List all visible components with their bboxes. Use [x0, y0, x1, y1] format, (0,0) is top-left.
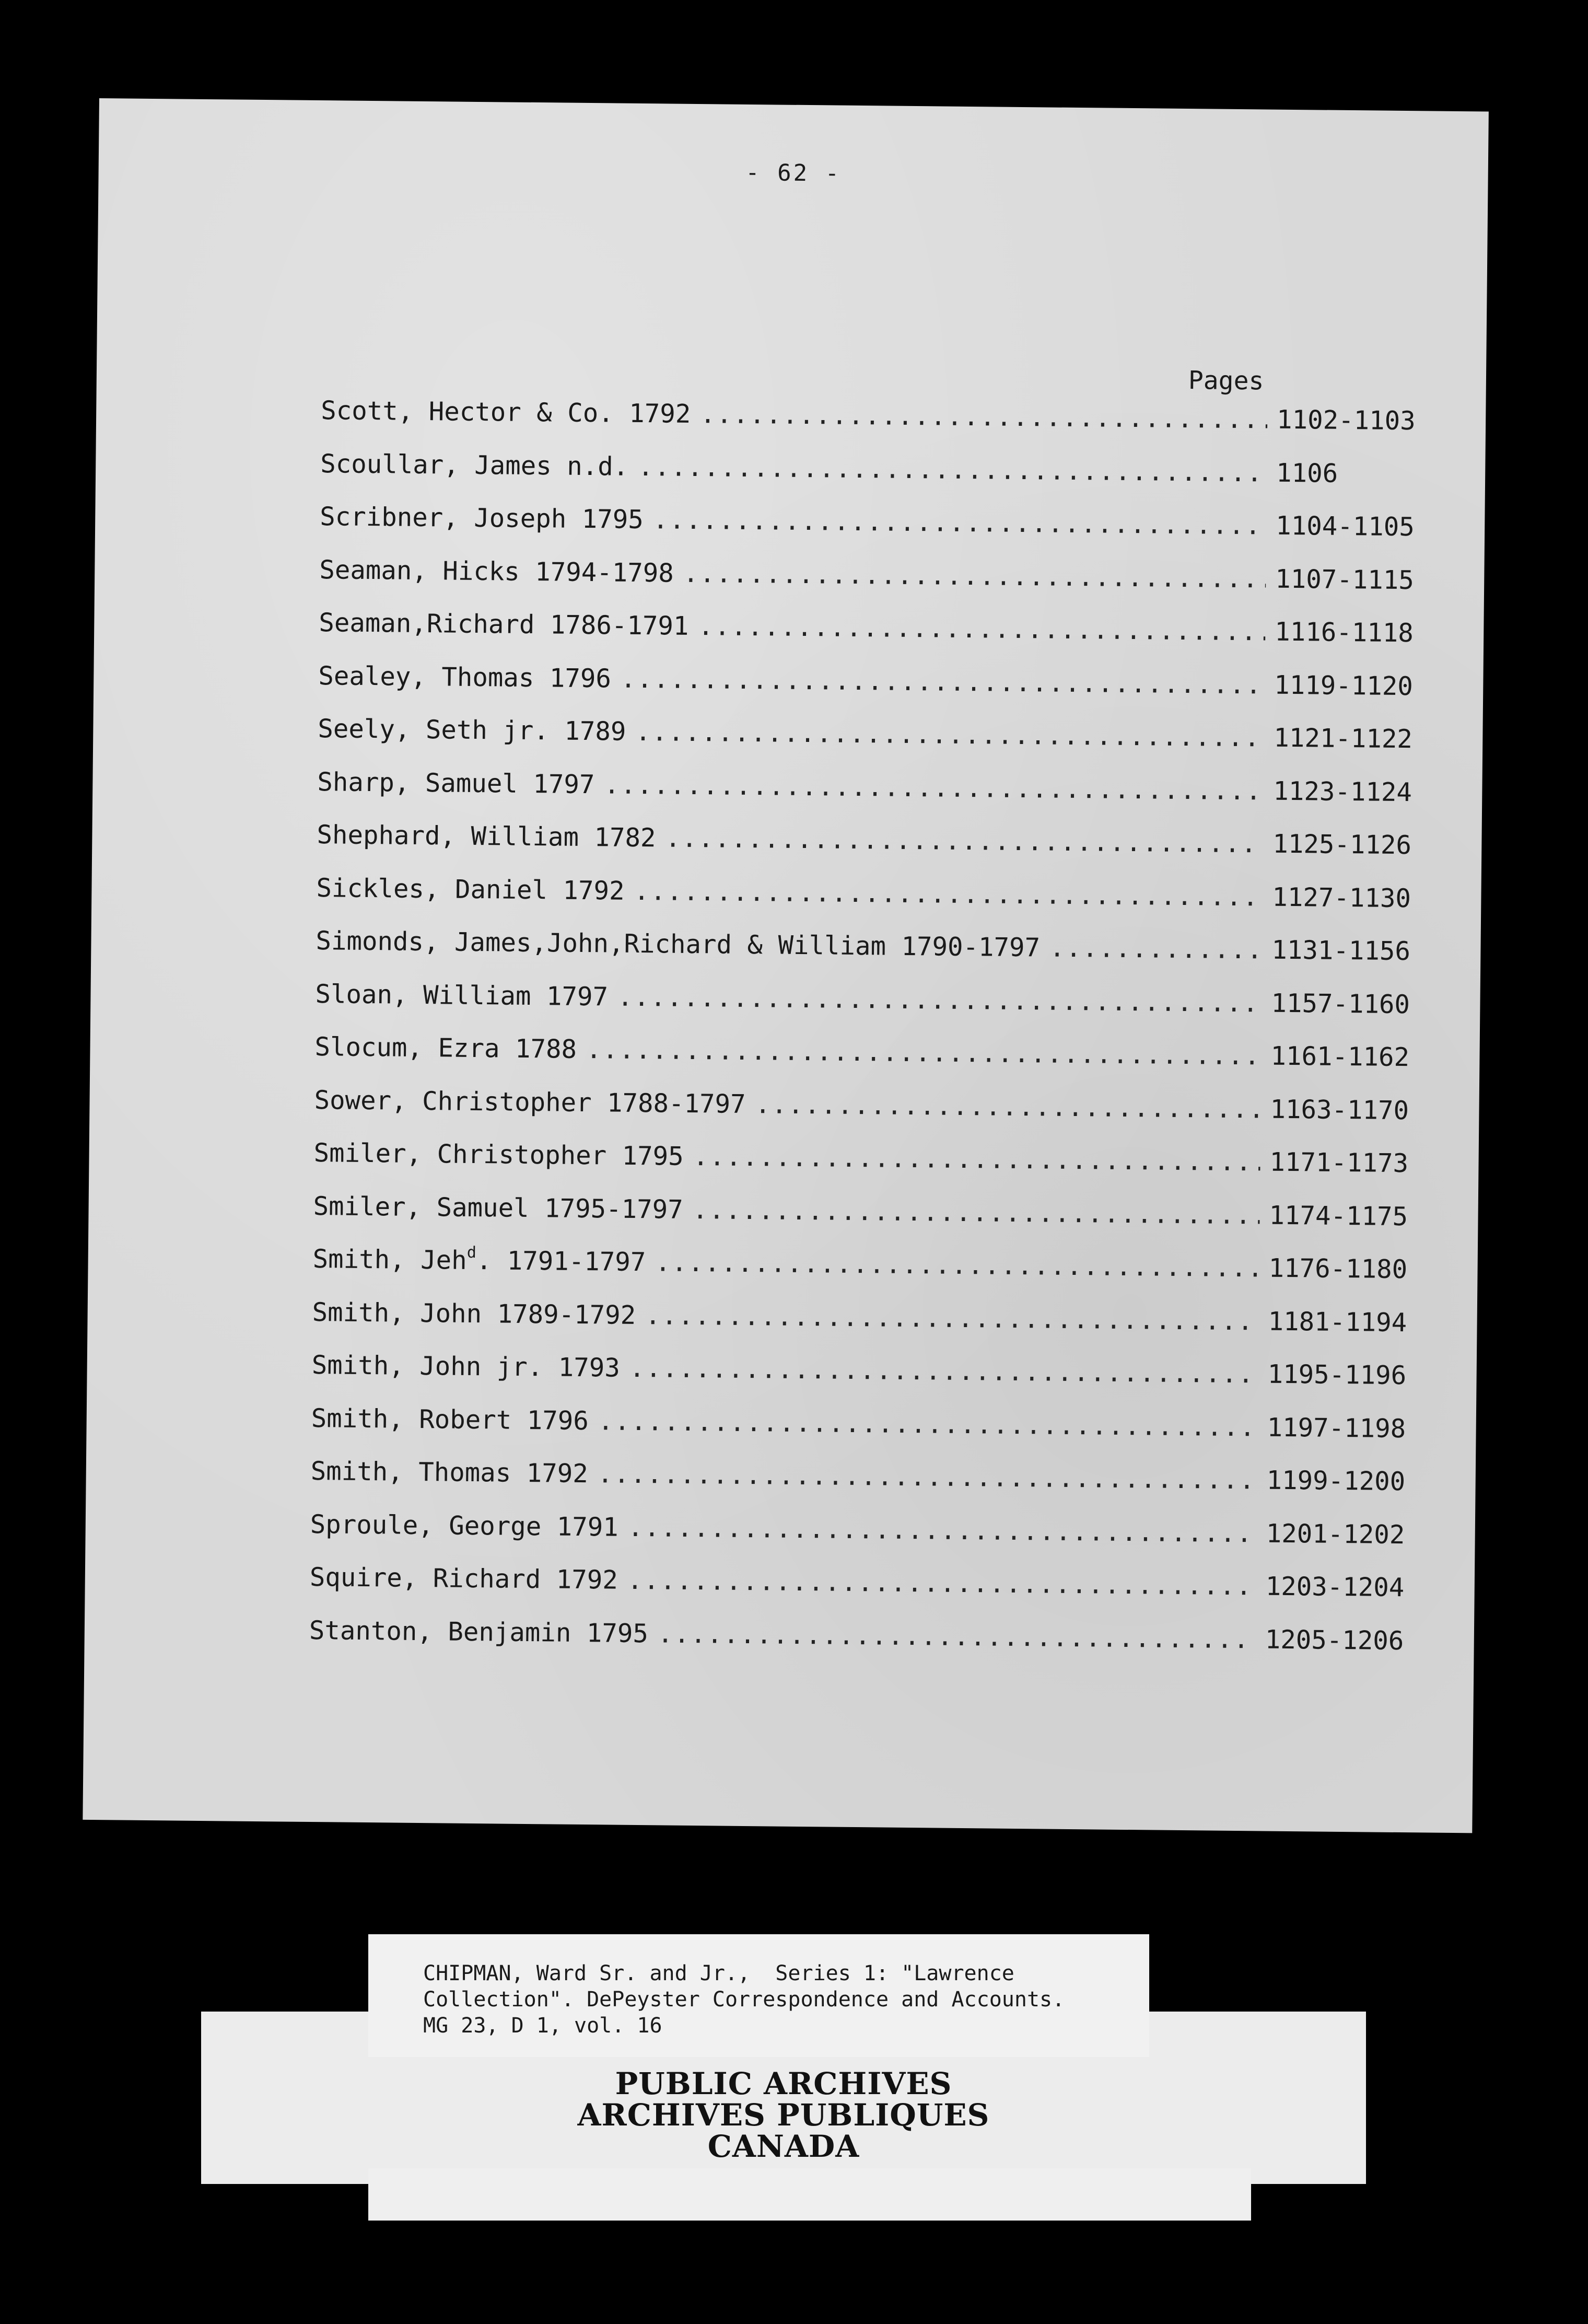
- entry-pages: 1131-1156: [1271, 935, 1411, 967]
- entry-name-superscript: d: [466, 1243, 477, 1262]
- typed-index-page: [83, 98, 1489, 1833]
- entry-pages: 1121-1122: [1274, 723, 1413, 754]
- entry-name: Sproule, George 1791: [310, 1509, 619, 1542]
- entry-pages: 1119-1120: [1274, 670, 1414, 701]
- entry-name: [312, 1244, 646, 1277]
- entry-pages: 1107-1115: [1275, 564, 1415, 595]
- entry-pages: 1163-1170: [1270, 1094, 1409, 1125]
- entry-pages: 1127-1130: [1272, 882, 1411, 913]
- entry-name-suffix: . 1791-1797: [476, 1246, 646, 1277]
- dot-leader: [665, 823, 1263, 858]
- entry-pages: 1176-1180: [1268, 1253, 1408, 1285]
- entry-name: Shephard, William 1782: [317, 820, 656, 853]
- dot-leader: [698, 611, 1265, 646]
- entry-name: Smiler, Samuel 1795-1797: [313, 1191, 683, 1225]
- entry-name: Seely, Seth jr. 1789: [318, 714, 626, 747]
- entry-pages: 1157-1160: [1271, 988, 1410, 1019]
- entry-pages: 1161-1162: [1270, 1041, 1410, 1073]
- entry-pages: 1174-1175: [1269, 1200, 1408, 1231]
- dot-leader: [586, 1035, 1262, 1071]
- entry-name: Scoullar, James n.d.: [320, 448, 629, 482]
- entry-name: Smith, Thomas 1792: [310, 1456, 589, 1489]
- pages-column-header: Pages: [1188, 366, 1264, 396]
- entry-pages: 1203-1204: [1265, 1571, 1405, 1603]
- entry-name: Simonds, James,John,Richard & William 1790-1797: [316, 926, 1041, 963]
- archive-name: [201, 2068, 1366, 2162]
- dot-leader: [693, 1142, 1260, 1177]
- entry-pages: 1106: [1276, 458, 1338, 489]
- archive-label-footer-strip: [368, 2168, 1251, 2221]
- entry-pages: 1199-1200: [1266, 1465, 1406, 1497]
- dot-leader: [598, 1459, 1257, 1495]
- archive-name-english: PUBLIC ARCHIVES: [615, 2066, 952, 2101]
- entry-name: Sealey, Thomas 1796: [318, 660, 612, 693]
- entry-name: Sloan, William 1797: [315, 979, 609, 1012]
- entry-name: Sower, Christopher 1788-1797: [314, 1085, 746, 1119]
- entry-name: Stanton, Benjamin 1795: [309, 1615, 649, 1648]
- entry-pages: 1102-1103: [1276, 404, 1416, 436]
- dot-leader: [635, 717, 1264, 753]
- entry-name: Squire, Richard 1792: [309, 1562, 618, 1595]
- dot-leader: [627, 1565, 1256, 1601]
- index-entry: [309, 1615, 1422, 1679]
- entry-pages: 1201-1202: [1266, 1518, 1405, 1550]
- index-entry-list: [309, 396, 1433, 1679]
- entry-pages: 1116-1118: [1275, 617, 1414, 648]
- archive-name-french: ARCHIVES PUBLIQUES: [577, 2097, 990, 2133]
- entry-name: Smith, John 1789-1792: [312, 1297, 636, 1330]
- dot-leader: [638, 451, 1267, 487]
- entry-pages: 1197-1198: [1267, 1412, 1406, 1444]
- collection-note-line: MG 23, D 1, vol. 16: [423, 2014, 662, 2038]
- entry-name-prefix: Smith, Jeh: [312, 1244, 467, 1275]
- archive-name-country: CANADA: [707, 2129, 860, 2164]
- dot-leader: [629, 1353, 1258, 1389]
- entry-name: Scott, Hector & Co. 1792: [321, 396, 691, 429]
- dot-leader: [634, 876, 1263, 912]
- entry-name: Smiler, Christopher 1795: [313, 1138, 684, 1171]
- dot-leader: [604, 770, 1264, 806]
- collection-note: [423, 1960, 1065, 2039]
- dot-leader: [621, 664, 1265, 700]
- dot-leader: [658, 1619, 1256, 1654]
- entry-name: Sharp, Samuel 1797: [317, 766, 595, 799]
- dot-leader: [655, 1247, 1259, 1283]
- dot-leader: [1049, 933, 1263, 965]
- entry-pages: 1181-1194: [1268, 1306, 1407, 1338]
- dot-leader: [755, 1089, 1260, 1124]
- dot-leader: [653, 505, 1267, 540]
- dot-leader: [683, 558, 1266, 594]
- entry-name: Scribner, Joseph 1795: [320, 502, 644, 535]
- entry-pages: 1171-1173: [1269, 1147, 1409, 1179]
- collection-note-line: CHIPMAN, Ward Sr. and Jr., Series 1: "Lawrence: [423, 1961, 1014, 1985]
- entry-pages: 1123-1124: [1273, 776, 1412, 807]
- dot-leader: [692, 1195, 1259, 1230]
- entry-pages: 1195-1196: [1267, 1359, 1407, 1391]
- entry-pages: 1104-1105: [1275, 510, 1415, 542]
- entry-pages: 1205-1206: [1265, 1624, 1404, 1656]
- dot-leader: [645, 1300, 1259, 1336]
- entry-name: Sickles, Daniel 1792: [316, 873, 625, 906]
- dot-leader: [628, 1512, 1257, 1548]
- entry-name: Smith, Robert 1796: [311, 1403, 589, 1436]
- entry-name: Smith, John jr. 1793: [311, 1350, 621, 1383]
- dot-leader: [598, 1406, 1257, 1442]
- dot-leader: [617, 982, 1262, 1018]
- collection-note-line: Collection". DePeyster Correspondence and Accounts.: [423, 1988, 1065, 2012]
- entry-name: Seaman,Richard 1786-1791: [319, 608, 689, 641]
- dot-leader: [700, 399, 1267, 434]
- entry-name: Seaman, Hicks 1794-1798: [319, 554, 674, 588]
- entry-name: Slocum, Ezra 1788: [314, 1032, 577, 1064]
- entry-pages: 1125-1126: [1272, 829, 1412, 861]
- page-number: - 62 -: [745, 159, 842, 187]
